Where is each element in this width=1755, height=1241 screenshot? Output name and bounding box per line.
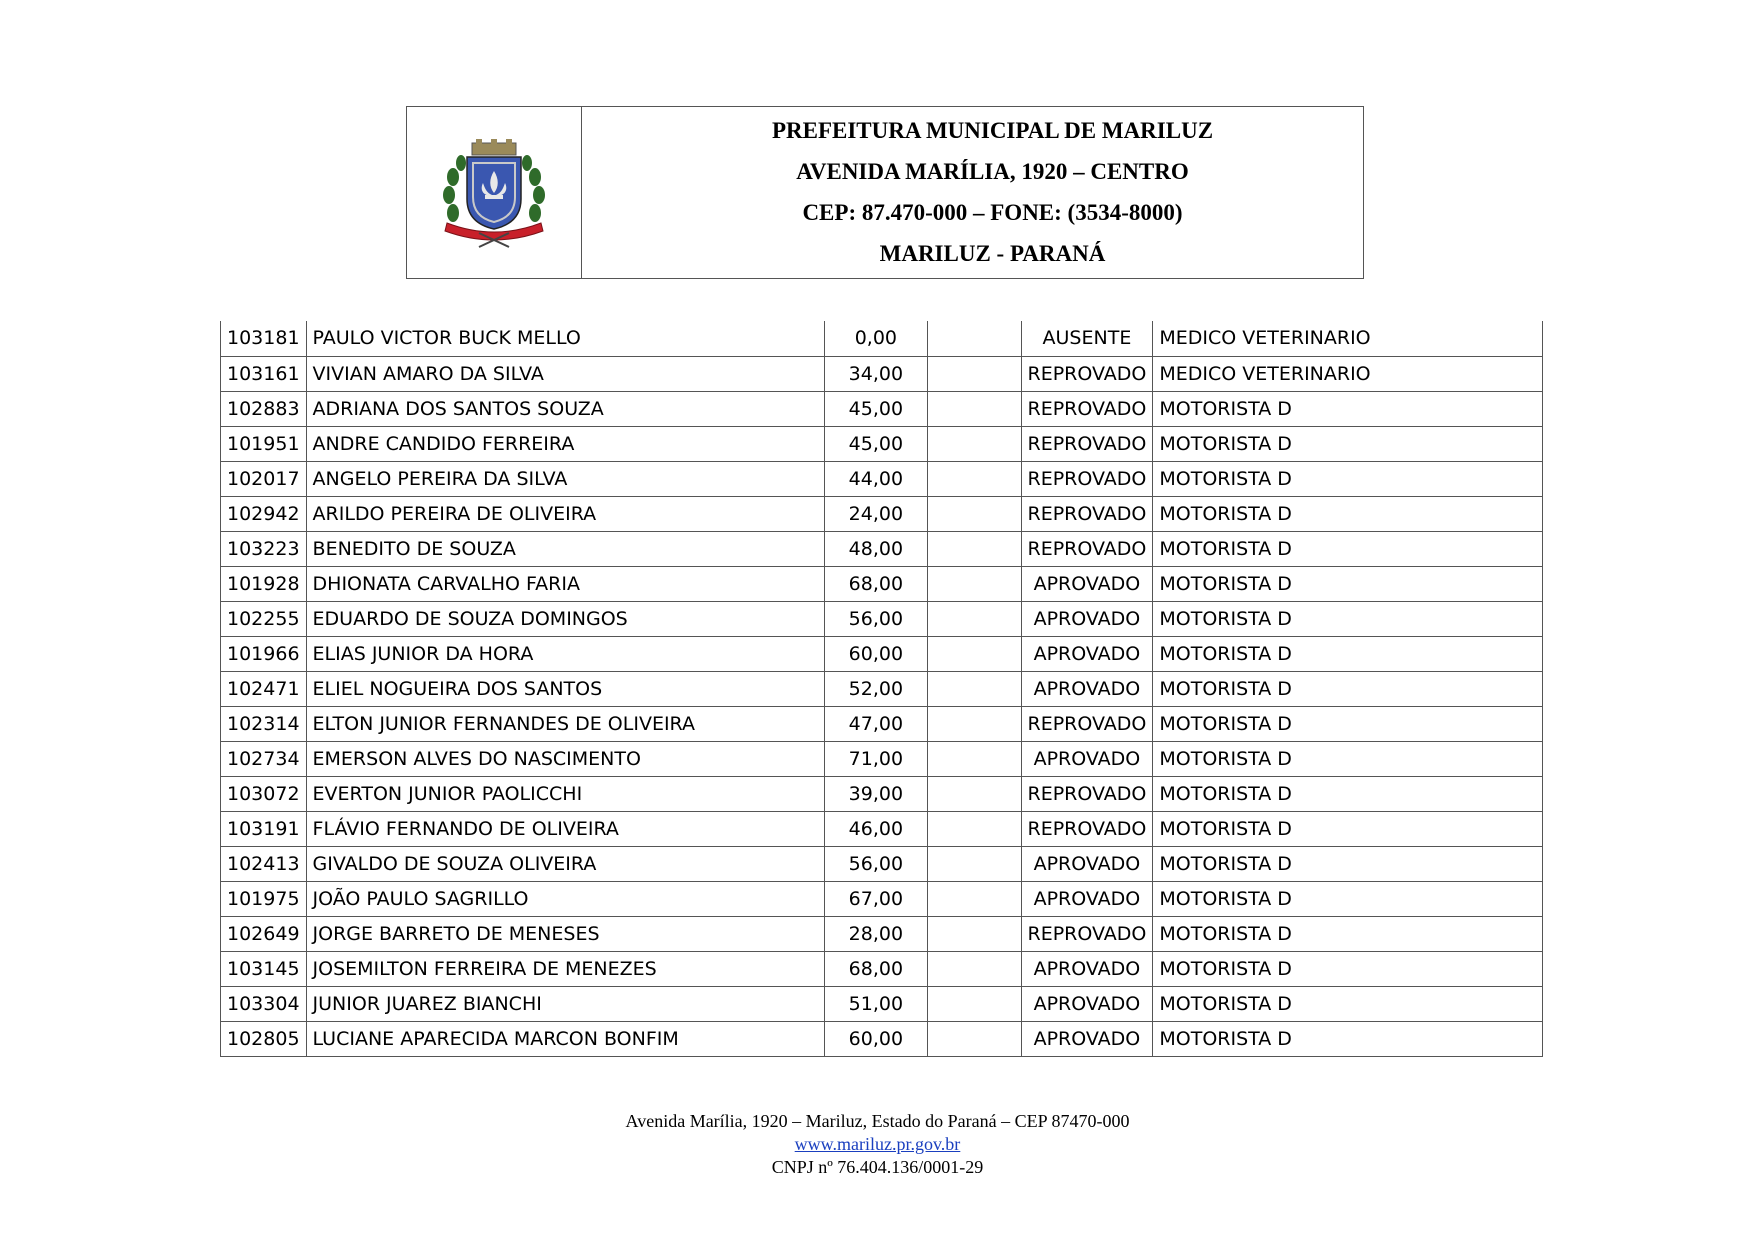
- letterhead: [406, 106, 1364, 279]
- table-row: [221, 706, 1543, 741]
- table-row: [221, 846, 1543, 881]
- cell-status: REPROVADO: [1021, 391, 1153, 426]
- cell-name: ANDRE CANDIDO FERREIRA: [306, 426, 824, 461]
- cell-id: 102255: [221, 601, 307, 636]
- page-footer: [0, 1110, 1755, 1179]
- cell-id: 103161: [221, 356, 307, 391]
- cell-role: MOTORISTA D: [1153, 531, 1543, 566]
- cell-status: APROVADO: [1021, 881, 1153, 916]
- cell-role: MOTORISTA D: [1153, 881, 1543, 916]
- table-row: [221, 601, 1543, 636]
- cell-name: EDUARDO DE SOUZA DOMINGOS: [306, 601, 824, 636]
- cell-blank: [928, 531, 1021, 566]
- cell-status: REPROVADO: [1021, 916, 1153, 951]
- cell-status: REPROVADO: [1021, 426, 1153, 461]
- cell-score: 52,00: [824, 671, 928, 706]
- cell-blank: [928, 671, 1021, 706]
- cell-role: MOTORISTA D: [1153, 706, 1543, 741]
- cell-id: 102017: [221, 461, 307, 496]
- cell-score: 56,00: [824, 846, 928, 881]
- cell-score: 45,00: [824, 426, 928, 461]
- cell-name: LUCIANE APARECIDA MARCON BONFIM: [306, 1021, 824, 1056]
- logo-cell: [407, 107, 582, 278]
- cell-role: MOTORISTA D: [1153, 391, 1543, 426]
- cell-id: 103223: [221, 531, 307, 566]
- cell-id: 101975: [221, 881, 307, 916]
- cell-id: 101951: [221, 426, 307, 461]
- cell-blank: [928, 811, 1021, 846]
- header-line-4: MARILUZ - PARANÁ: [879, 240, 1106, 266]
- cell-score: 47,00: [824, 706, 928, 741]
- cell-blank: [928, 986, 1021, 1021]
- cell-role: MOTORISTA D: [1153, 566, 1543, 601]
- cell-role: MOTORISTA D: [1153, 1021, 1543, 1056]
- cell-id: 102649: [221, 916, 307, 951]
- cell-blank: [928, 601, 1021, 636]
- cell-score: 24,00: [824, 496, 928, 531]
- table-row: [221, 811, 1543, 846]
- letterhead-text: [582, 107, 1363, 278]
- cell-role: MEDICO VETERINARIO: [1153, 356, 1543, 391]
- cell-score: 71,00: [824, 741, 928, 776]
- cell-status: APROVADO: [1021, 951, 1153, 986]
- cell-blank: [928, 881, 1021, 916]
- cell-status: APROVADO: [1021, 671, 1153, 706]
- cell-name: GIVALDO DE SOUZA OLIVEIRA: [306, 846, 824, 881]
- cell-id: 101928: [221, 566, 307, 601]
- cell-role: MOTORISTA D: [1153, 986, 1543, 1021]
- mariluz-coat-of-arms-icon: [439, 137, 549, 249]
- cell-role: MOTORISTA D: [1153, 601, 1543, 636]
- cell-status: APROVADO: [1021, 1021, 1153, 1056]
- footer-cnpj: CNPJ nº 76.404.136/0001-29: [771, 1157, 984, 1177]
- cell-status: APROVADO: [1021, 601, 1153, 636]
- cell-status: AUSENTE: [1021, 321, 1153, 356]
- cell-score: 60,00: [824, 636, 928, 671]
- table-row: [221, 321, 1543, 356]
- cell-id: 102942: [221, 496, 307, 531]
- cell-name: DHIONATA CARVALHO FARIA: [306, 566, 824, 601]
- cell-status: REPROVADO: [1021, 531, 1153, 566]
- cell-status: APROVADO: [1021, 741, 1153, 776]
- cell-role: MOTORISTA D: [1153, 916, 1543, 951]
- cell-id: 103304: [221, 986, 307, 1021]
- cell-name: ELIEL NOGUEIRA DOS SANTOS: [306, 671, 824, 706]
- cell-score: 44,00: [824, 461, 928, 496]
- header-line-2: AVENIDA MARÍLIA, 1920 – CENTRO: [796, 159, 1189, 185]
- cell-role: MOTORISTA D: [1153, 496, 1543, 531]
- table-row: [221, 636, 1543, 671]
- cell-blank: [928, 846, 1021, 881]
- cell-score: 39,00: [824, 776, 928, 811]
- cell-status: REPROVADO: [1021, 461, 1153, 496]
- cell-id: 102413: [221, 846, 307, 881]
- cell-name: EVERTON JUNIOR PAOLICCHI: [306, 776, 824, 811]
- table-row: [221, 881, 1543, 916]
- cell-blank: [928, 1021, 1021, 1056]
- cell-role: MOTORISTA D: [1153, 811, 1543, 846]
- cell-name: PAULO VICTOR BUCK MELLO: [306, 321, 824, 356]
- cell-status: REPROVADO: [1021, 706, 1153, 741]
- cell-name: EMERSON ALVES DO NASCIMENTO: [306, 741, 824, 776]
- cell-id: 102314: [221, 706, 307, 741]
- table-row: [221, 986, 1543, 1021]
- cell-score: 28,00: [824, 916, 928, 951]
- cell-blank: [928, 496, 1021, 531]
- cell-score: 68,00: [824, 566, 928, 601]
- cell-role: MOTORISTA D: [1153, 636, 1543, 671]
- table-row: [221, 461, 1543, 496]
- cell-role: MOTORISTA D: [1153, 951, 1543, 986]
- cell-role: MOTORISTA D: [1153, 426, 1543, 461]
- cell-blank: [928, 951, 1021, 986]
- cell-name: ANGELO PEREIRA DA SILVA: [306, 461, 824, 496]
- cell-id: 101966: [221, 636, 307, 671]
- cell-score: 67,00: [824, 881, 928, 916]
- cell-blank: [928, 741, 1021, 776]
- cell-id: 103191: [221, 811, 307, 846]
- cell-name: ADRIANA DOS SANTOS SOUZA: [306, 391, 824, 426]
- table-row: [221, 566, 1543, 601]
- cell-role: MOTORISTA D: [1153, 846, 1543, 881]
- table-row: [221, 1021, 1543, 1056]
- cell-status: REPROVADO: [1021, 776, 1153, 811]
- cell-status: APROVADO: [1021, 636, 1153, 671]
- cell-name: JORGE BARRETO DE MENESES: [306, 916, 824, 951]
- cell-blank: [928, 391, 1021, 426]
- cell-score: 68,00: [824, 951, 928, 986]
- cell-blank: [928, 706, 1021, 741]
- footer-website-link[interactable]: www.mariluz.pr.gov.br: [794, 1134, 961, 1154]
- cell-id: 103181: [221, 321, 307, 356]
- cell-blank: [928, 916, 1021, 951]
- cell-score: 60,00: [824, 1021, 928, 1056]
- cell-score: 48,00: [824, 531, 928, 566]
- table-row: [221, 951, 1543, 986]
- table-row: [221, 776, 1543, 811]
- header-line-1: PREFEITURA MUNICIPAL DE MARILUZ: [771, 118, 1214, 144]
- cell-score: 0,00: [824, 321, 928, 356]
- table-row: [221, 356, 1543, 391]
- cell-id: 102734: [221, 741, 307, 776]
- cell-role: MOTORISTA D: [1153, 461, 1543, 496]
- cell-status: REPROVADO: [1021, 811, 1153, 846]
- header-line-3: CEP: 87.470-000 – FONE: (3534-8000): [802, 199, 1183, 225]
- footer-address: Avenida Marília, 1920 – Mariluz, Estado do Paraná – CEP 87470-000: [625, 1111, 1130, 1131]
- cell-blank: [928, 321, 1021, 356]
- cell-name: VIVIAN AMARO DA SILVA: [306, 356, 824, 391]
- cell-status: APROVADO: [1021, 986, 1153, 1021]
- table-row: [221, 916, 1543, 951]
- cell-name: JOÃO PAULO SAGRILLO: [306, 881, 824, 916]
- table-row: [221, 741, 1543, 776]
- cell-status: REPROVADO: [1021, 496, 1153, 531]
- cell-blank: [928, 461, 1021, 496]
- cell-score: 46,00: [824, 811, 928, 846]
- cell-blank: [928, 566, 1021, 601]
- results-table: [220, 321, 1543, 1057]
- cell-id: 102883: [221, 391, 307, 426]
- cell-score: 34,00: [824, 356, 928, 391]
- cell-role: MEDICO VETERINARIO: [1153, 321, 1543, 356]
- cell-role: MOTORISTA D: [1153, 741, 1543, 776]
- cell-id: 102805: [221, 1021, 307, 1056]
- cell-score: 56,00: [824, 601, 928, 636]
- table-row: [221, 496, 1543, 531]
- cell-blank: [928, 356, 1021, 391]
- table-row: [221, 671, 1543, 706]
- cell-score: 45,00: [824, 391, 928, 426]
- cell-name: BENEDITO DE SOUZA: [306, 531, 824, 566]
- cell-score: 51,00: [824, 986, 928, 1021]
- table-row: [221, 391, 1543, 426]
- cell-name: FLÁVIO FERNANDO DE OLIVEIRA: [306, 811, 824, 846]
- cell-status: REPROVADO: [1021, 356, 1153, 391]
- cell-role: MOTORISTA D: [1153, 776, 1543, 811]
- table-row: [221, 426, 1543, 461]
- cell-blank: [928, 426, 1021, 461]
- table-row: [221, 531, 1543, 566]
- cell-name: ELTON JUNIOR FERNANDES DE OLIVEIRA: [306, 706, 824, 741]
- cell-id: 103072: [221, 776, 307, 811]
- cell-id: 103145: [221, 951, 307, 986]
- cell-blank: [928, 636, 1021, 671]
- cell-id: 102471: [221, 671, 307, 706]
- cell-name: JUNIOR JUAREZ BIANCHI: [306, 986, 824, 1021]
- cell-status: APROVADO: [1021, 566, 1153, 601]
- cell-blank: [928, 776, 1021, 811]
- cell-status: APROVADO: [1021, 846, 1153, 881]
- cell-name: JOSEMILTON FERREIRA DE MENEZES: [306, 951, 824, 986]
- cell-name: ELIAS JUNIOR DA HORA: [306, 636, 824, 671]
- cell-role: MOTORISTA D: [1153, 671, 1543, 706]
- cell-name: ARILDO PEREIRA DE OLIVEIRA: [306, 496, 824, 531]
